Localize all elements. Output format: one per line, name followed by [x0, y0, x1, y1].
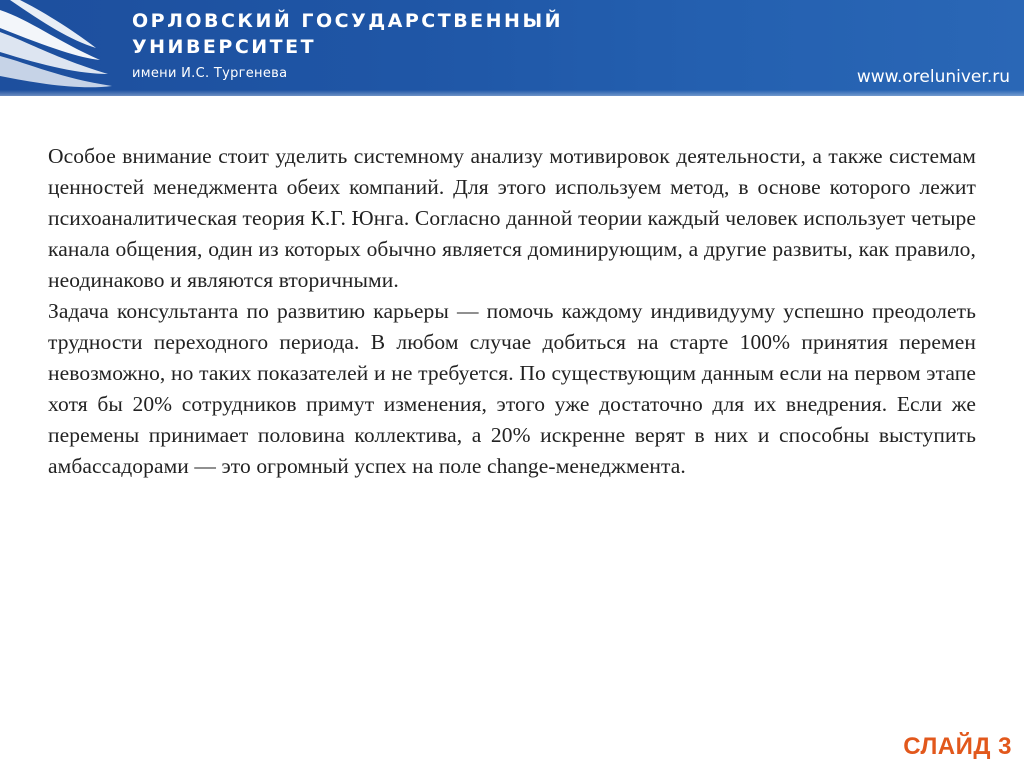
wings-logo-icon	[0, 0, 120, 96]
body-paragraph-2: Задача консультанта по развитию карьеры — помочь каждому индивидууму успешно преодолеть трудности переходного периода. В любом случае добиться на старте 100% принятия перемен невозможно, но таких показателей и не требуется. По существующим данным если на первом этапе хотя бы 20% сотрудников примут изменения, этого уже достаточно для их внедрения. Если же перемены принимает половина коллектива, а 20% искренне верят в них и способны выступить амбассадорами — это огромный успех на поле change-менеджмента.	[48, 299, 976, 478]
slide-number-label: СЛАЙД 3	[903, 733, 1012, 760]
university-name-line1: ОРЛОВСКИЙ ГОСУДАРСТВЕННЫЙ	[132, 10, 564, 32]
slide-header	[0, 0, 1024, 96]
body-paragraph-1: Особое внимание стоит уделить системному анализу мотивировок деятельности, а также системам ценностей менеджмента обеих компаний. Для этого используем метод, в основе которого лежит психоаналитическая теория К.Г. Юнга. Согласно данной теории каждый человек использует четыре канала общения, один из которых обычно является доминирующим, а другие развиты, как правило, неодинаково и являются вторичными.	[48, 144, 976, 292]
slide-body-text	[48, 141, 976, 482]
university-name-line2: УНИВЕРСИТЕТ	[132, 36, 317, 58]
website-link[interactable]: www.oreluniver.ru	[856, 67, 1010, 87]
university-name-subtitle: имени И.С. Тургенева	[132, 66, 288, 81]
